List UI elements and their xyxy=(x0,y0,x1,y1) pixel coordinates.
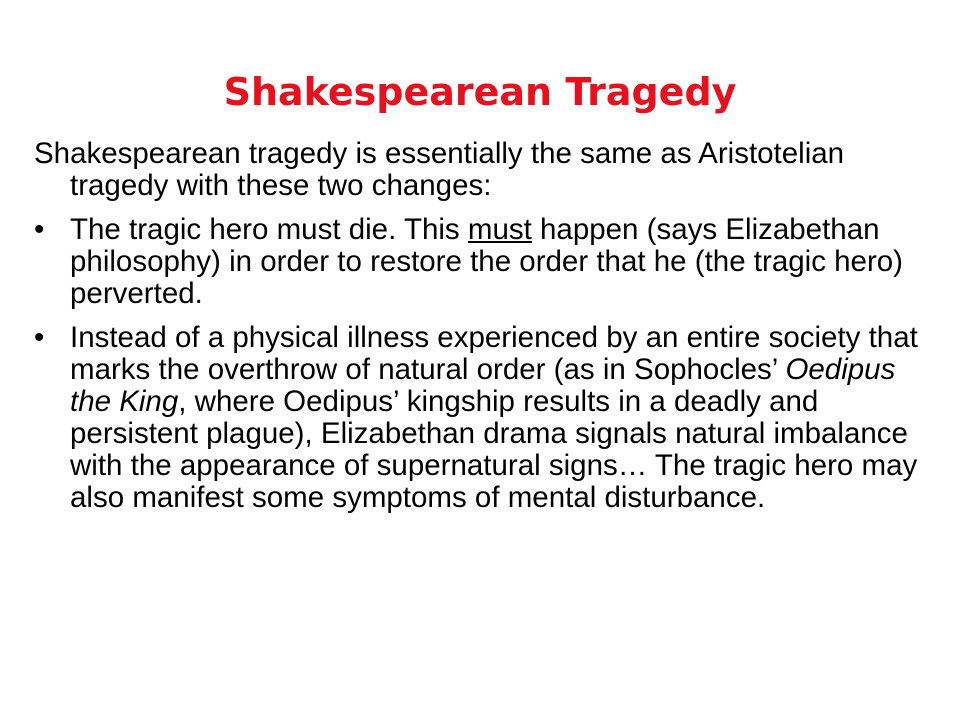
bullet-2-part-2: , where Oedipus’ kingship results in a deadly and persistent plague), Elizabethan drama signals natural imbalance with the appearance of supernatural signs… The tragic hero may also manifest some symptoms of mental disturbance. xyxy=(70,385,918,514)
bullet-item-2 xyxy=(34,322,934,514)
slide-body xyxy=(34,138,934,526)
bullet-2-text xyxy=(70,321,918,514)
intro-paragraph: Shakespearean tragedy is essentially the same as Aristotelian tragedy with these two changes: xyxy=(34,137,845,202)
bullet-2-part-1: Instead of a physical illness experienced by an entire society that marks the overthrow of natural order (as in Sophocles’ xyxy=(70,321,918,386)
bullet-1-part-1: The tragic hero must die. This xyxy=(70,213,468,246)
bullet-item-1 xyxy=(34,214,934,310)
bullet-2-work-title: Oedipus the King xyxy=(70,353,896,418)
bullet-1-part-2: happen (says Elizabethan philosophy) in order to restore the order that he (the tragic hero) perverted. xyxy=(70,213,904,310)
bullet-1-emphasis: must xyxy=(467,213,532,246)
slide-title: Shakespearean Tragedy xyxy=(223,70,737,114)
bullet-icon: • xyxy=(34,321,45,354)
bullet-1-text xyxy=(70,213,903,310)
bullet-icon: • xyxy=(34,213,45,246)
